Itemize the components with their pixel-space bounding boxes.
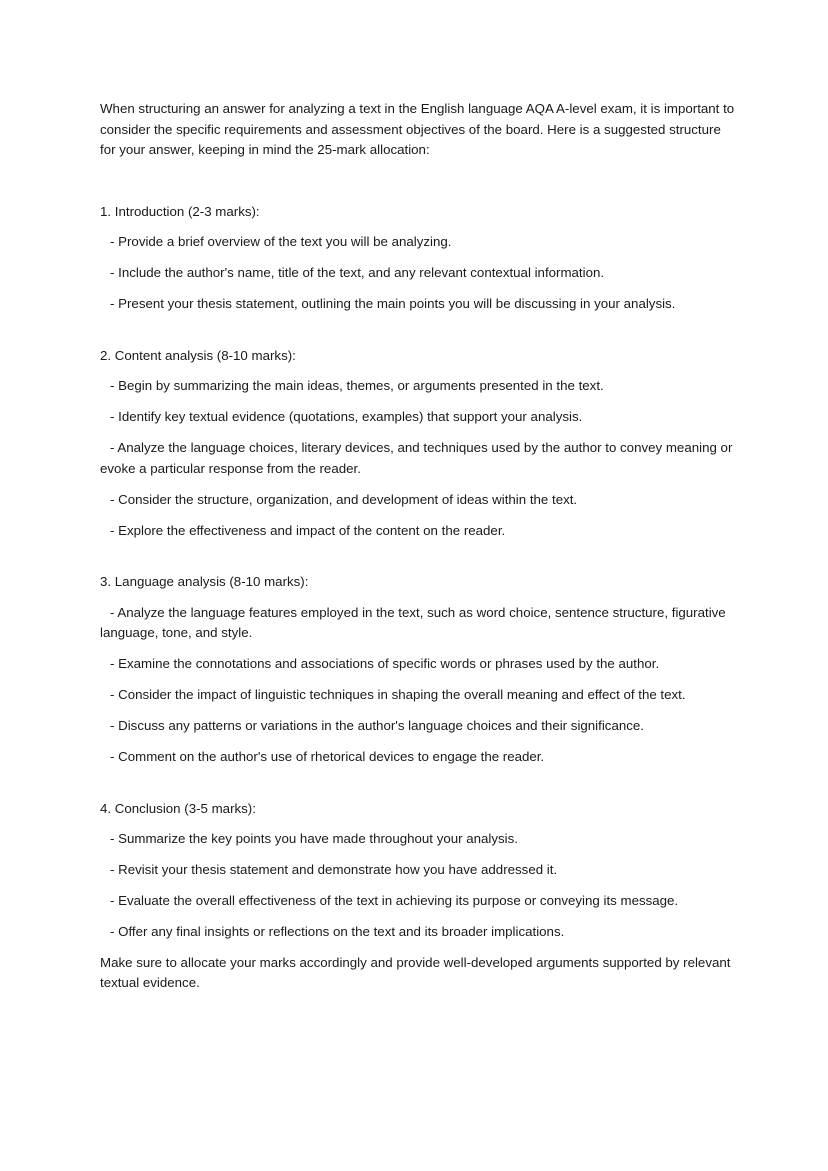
closing-paragraph: Make sure to allocate your marks accordingly and provide well-developed arguments supported by relevant textual evidence. — [100, 954, 731, 990]
bullet-item: - Begin by summarizing the main ideas, themes, or arguments presented in the text. — [110, 378, 604, 393]
bullet-item: - Provide a brief overview of the text you will be analyzing. — [110, 234, 452, 249]
bullet-item: - Consider the impact of linguistic techniques in shaping the overall meaning and effect of the text. — [110, 687, 686, 702]
bullet-item: - Analyze the language choices, literary devices, and techniques used by the author to convey meaning or evoke a particular response from the reader. — [100, 440, 733, 476]
bullet-item: - Examine the connotations and associations of specific words or phrases used by the author. — [110, 656, 660, 671]
section-heading: 3. Language analysis (8-10 marks): — [100, 574, 309, 589]
bullet-item: - Discuss any patterns or variations in the author's language choices and their significance. — [110, 718, 644, 733]
intro-paragraph: When structuring an answer for analyzing a text in the English language AQA A-level exam, it is important to consider the specific requirements and assessment objectives of the board. Here is a suggested structure for your answer, keeping in mind the 25-mark allocation: — [100, 101, 735, 157]
bullet-item: - Revisit your thesis statement and demonstrate how you have addressed it. — [110, 862, 558, 877]
bullet-item: - Explore the effectiveness and impact of the content on the reader. — [110, 522, 506, 538]
section-content-analysis — [100, 346, 740, 542]
bullet-item: - Include the author's name, title of the text, and any relevant contextual information. — [110, 265, 605, 280]
section-heading: 1. Introduction (2-3 marks): — [100, 203, 260, 219]
section-heading: 4. Conclusion (3-5 marks): — [100, 800, 256, 816]
section-conclusion — [100, 799, 740, 943]
bullet-item: - Comment on the author's use of rhetorical devices to engage the reader. — [110, 749, 545, 764]
document-page — [100, 99, 740, 994]
bullet-item: - Consider the structure, organization, and development of ideas within the text. — [110, 491, 578, 507]
section-heading: 2. Content analysis (8-10 marks): — [100, 347, 296, 363]
bullet-item: - Offer any final insights or reflections on the text and its broader implications. — [110, 924, 565, 939]
bullet-item: - Evaluate the overall effectiveness of the text in achieving its purpose or conveying its message. — [110, 893, 679, 908]
section-language-analysis — [100, 572, 740, 768]
bullet-item: - Analyze the language features employed in the text, such as word choice, sentence structure, figurative language, tone, and style. — [100, 604, 726, 640]
section-introduction — [100, 202, 740, 315]
bullet-item: - Identify key textual evidence (quotations, examples) that support your analysis. — [110, 409, 583, 424]
bullet-item: - Present your thesis statement, outlining the main points you will be discussing in your analysis. — [110, 296, 676, 311]
bullet-item: - Summarize the key points you have made throughout your analysis. — [110, 831, 518, 846]
